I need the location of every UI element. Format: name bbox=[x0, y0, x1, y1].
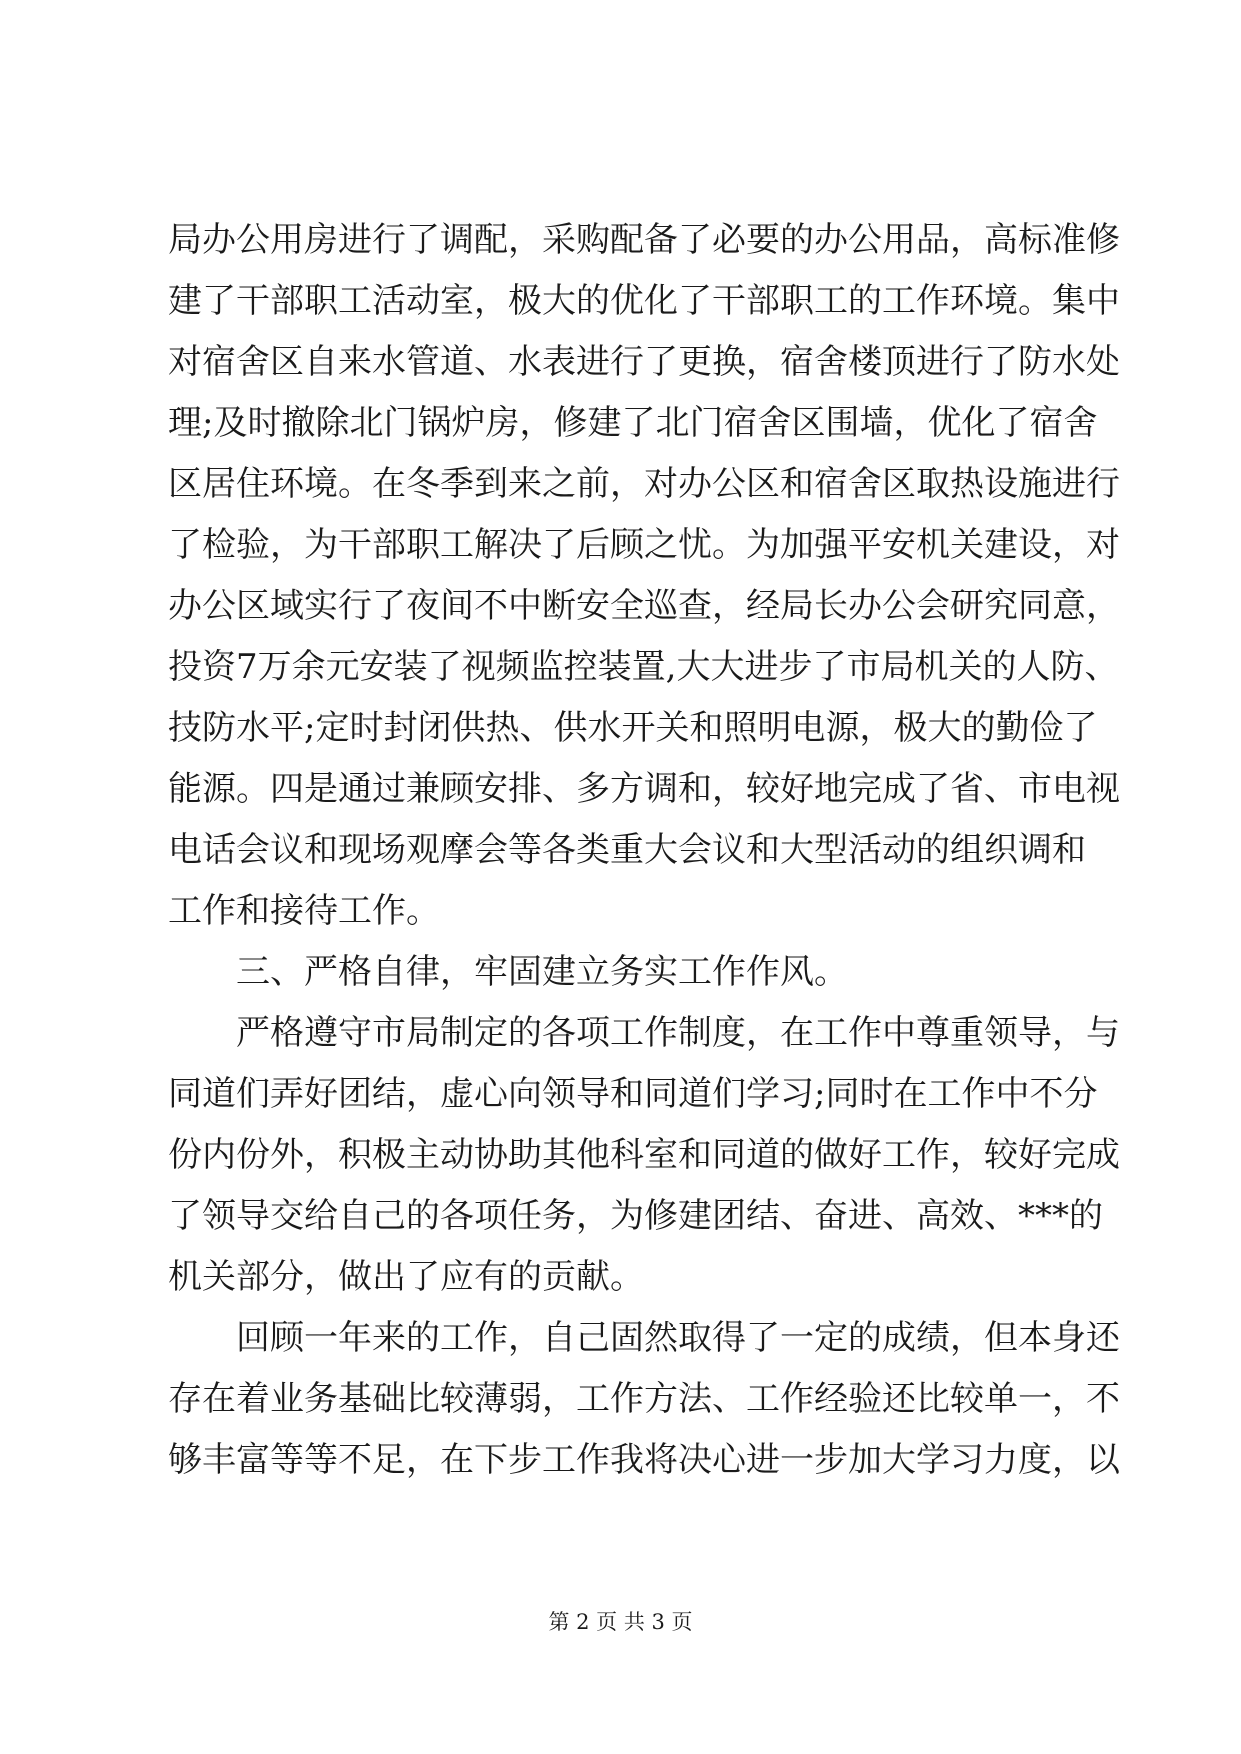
section-heading bbox=[168, 942, 1078, 1003]
page-number-footer: 第 2 页 共 3 页 bbox=[548, 1610, 693, 1634]
paragraph bbox=[168, 210, 1120, 942]
paragraph bbox=[168, 1003, 1120, 1308]
text-line: 了检验，为干部职工解决了后顾之忧。为加强平安机关建设，对 bbox=[168, 525, 1120, 565]
text-line: 对宿舍区自来水管道、水表进行了更换，宿舍楼顶进行了防水处 bbox=[168, 342, 1120, 382]
text-line: 投资7万余元安装了视频监控装置,大大进步了市局机关的人防、 bbox=[168, 647, 1119, 687]
text-line: 份内份外，积极主动协助其他科室和同道的做好工作，较好完成 bbox=[168, 1135, 1120, 1175]
text-line: 够丰富等等不足，在下步工作我将决心进一步加大学习力度，以 bbox=[168, 1440, 1120, 1480]
text-line: 机关部分，做出了应有的贡献。 bbox=[168, 1257, 644, 1297]
text-line: 技防水平;定时封闭供热、供水开关和照明电源，极大的勤俭了 bbox=[168, 708, 1098, 748]
text-line: 严格遵守市局制定的各项工作制度，在工作中尊重领导，与 bbox=[236, 1013, 1120, 1053]
text-line: 三、严格自律，牢固建立务实工作作风。 bbox=[236, 952, 848, 992]
paragraph bbox=[168, 1308, 1120, 1491]
text-line: 办公区域实行了夜间不中断安全巡查，经局长办公会研究同意， bbox=[168, 586, 1120, 626]
document-body bbox=[168, 210, 1120, 1491]
text-line: 理;及时撤除北门锅炉房，修建了北门宿舍区围墙，优化了宿舍 bbox=[168, 403, 1098, 443]
text-line: 了领导交给自己的各项任务，为修建团结、奋进、高效、***的 bbox=[168, 1196, 1103, 1236]
text-line: 工作和接待工作。 bbox=[168, 891, 440, 931]
text-line: 区居住环境。在冬季到来之前，对办公区和宿舍区取热设施进行 bbox=[168, 464, 1120, 504]
text-line: 局办公用房进行了调配，采购配备了必要的办公用品，高标准修 bbox=[168, 220, 1120, 260]
text-line: 电话会议和现场观摩会等各类重大会议和大型活动的组织调和 bbox=[168, 830, 1086, 870]
text-line: 同道们弄好团结，虚心向领导和同道们学习;同时在工作中不分 bbox=[168, 1074, 1098, 1114]
text-line: 能源。四是通过兼顾安排、多方调和，较好地完成了省、市电视 bbox=[168, 769, 1120, 809]
text-line: 存在着业务基础比较薄弱，工作方法、工作经验还比较单一，不 bbox=[168, 1379, 1120, 1419]
text-line: 回顾一年来的工作，自己固然取得了一定的成绩，但本身还 bbox=[236, 1318, 1120, 1358]
text-line: 建了干部职工活动室，极大的优化了干部职工的工作环境。集中 bbox=[168, 281, 1120, 321]
